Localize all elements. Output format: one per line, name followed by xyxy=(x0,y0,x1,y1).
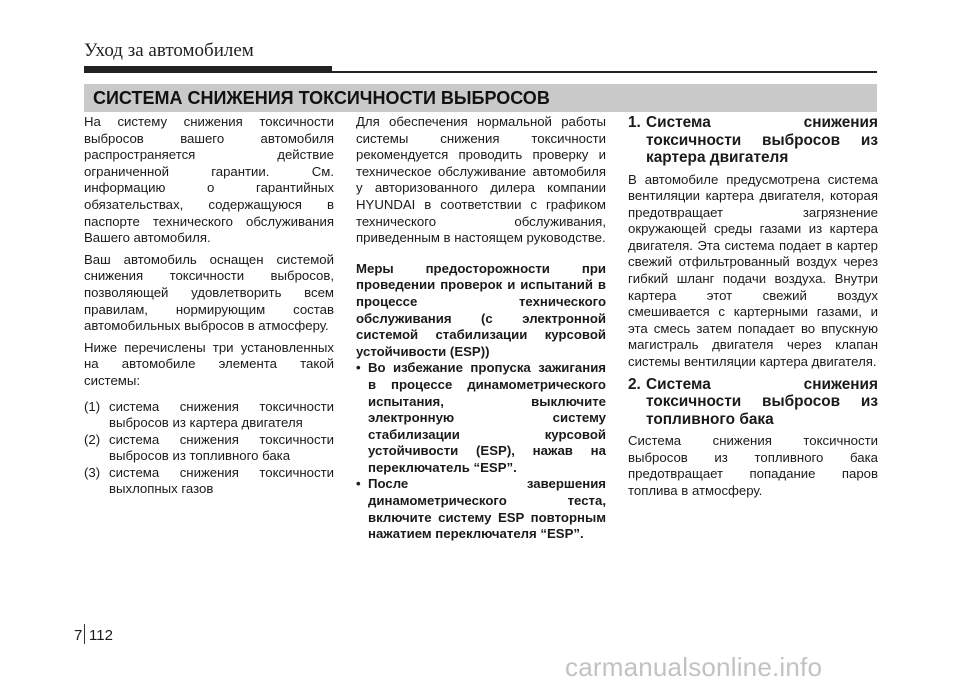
subsection-heading xyxy=(628,114,878,167)
list-text: Во избежание пропуска зажигания в процессе динамометрического испытания, выключите электронную систему стабилизации курсовой устойчивости (ESP), нажав на переключатель “ESP”. xyxy=(368,360,606,475)
column-1 xyxy=(84,114,334,498)
list-number: (1) xyxy=(84,398,101,414)
list-text: После завершения динамометрического теста, включите систему ESP повторным нажатием переключателя “ESP”. xyxy=(368,476,606,542)
list-item xyxy=(84,465,334,498)
heading-text: Система снижения токсичности выбросов из топливного бака xyxy=(646,375,878,428)
components-list xyxy=(84,399,334,499)
list-number: (2) xyxy=(84,431,101,447)
list-item xyxy=(84,399,334,432)
header-rule-thick xyxy=(84,66,332,73)
page-number: 112 xyxy=(89,627,113,644)
list-number: (3) xyxy=(84,464,101,480)
caution-heading: Меры предосторожности при проведении проверок и испытаний в процессе технического обслуживания (с электронной системой стабилизации курсовой устойчивости (ESP)) xyxy=(356,260,606,359)
watermark: carmanualsonline.info xyxy=(565,652,823,682)
header-rule-thin xyxy=(332,71,877,73)
bullet-icon: • xyxy=(356,360,361,376)
paragraph: Для обеспечения нормальной работы системы снижения токсичности рекомендуется проводить проверку и техническое обслуживание автомобиля у авторизованного дилера компании HYUNDAI в соответствии с графиком технического обслуживания, приведенным в настоящем руководстве. xyxy=(356,114,606,246)
heading-number: 1. xyxy=(628,114,641,131)
paragraph: Ниже перечислены три установленных на автомобиле элемента такой системы: xyxy=(84,339,334,388)
paragraph: На систему снижения токсичности выбросов вашего автомобиля распространяется действие ограниченной гарантии. См. информацию о гарантийных обязательствах, содержащуюся в паспорте технического обслуживания Вашего автомобиля. xyxy=(84,114,334,246)
column-2 xyxy=(356,114,606,543)
list-text: система снижения токсичности выхлопных газов xyxy=(109,464,334,497)
bullet-icon: • xyxy=(356,476,361,492)
heading-number: 2. xyxy=(628,375,641,393)
list-item xyxy=(356,476,606,542)
paragraph: Система снижения токсичности выбросов из топливного бака предотвращает попадание паров топлива в атмосферу. xyxy=(628,433,878,498)
footer-divider xyxy=(84,624,85,644)
subsection-heading xyxy=(628,376,878,429)
chapter-number: 7 xyxy=(74,627,83,644)
list-item xyxy=(356,360,606,476)
column-3 xyxy=(628,114,878,500)
list-item xyxy=(84,432,334,465)
paragraph: Ваш автомобиль оснащен системой снижения токсичности выбросов, позволяющей удовлетворить всем правилам, нормирующим состав автомобильных выбросов в атмосферу. xyxy=(84,251,334,334)
running-header: Уход за автомобилем xyxy=(84,40,254,61)
list-text: система снижения токсичности выбросов из картера двигателя xyxy=(109,398,334,431)
list-text: система снижения токсичности выбросов из топливного бака xyxy=(109,431,334,464)
paragraph: В автомобиле предусмотрена система вентиляции картера двигателя, которая предотвращает загрязнение окружающей среды газами из картера двигателя. Эта система подает в картер свежий отфильтрованный воздух через гибкий шланг подачи воздуха. Внутри картера этот свежий воздух смешивается с картерными газами, и эта смесь затем попадает во впускную магистраль двигателя через клапан системы вентиляции картера двигателя. xyxy=(628,171,878,370)
caution-list xyxy=(356,360,606,543)
heading-text: Система снижения токсичности выбросов из картера двигателя xyxy=(646,114,878,166)
section-title: СИСТЕМА СНИЖЕНИЯ ТОКСИЧНОСТИ ВЫБРОСОВ xyxy=(84,84,877,112)
